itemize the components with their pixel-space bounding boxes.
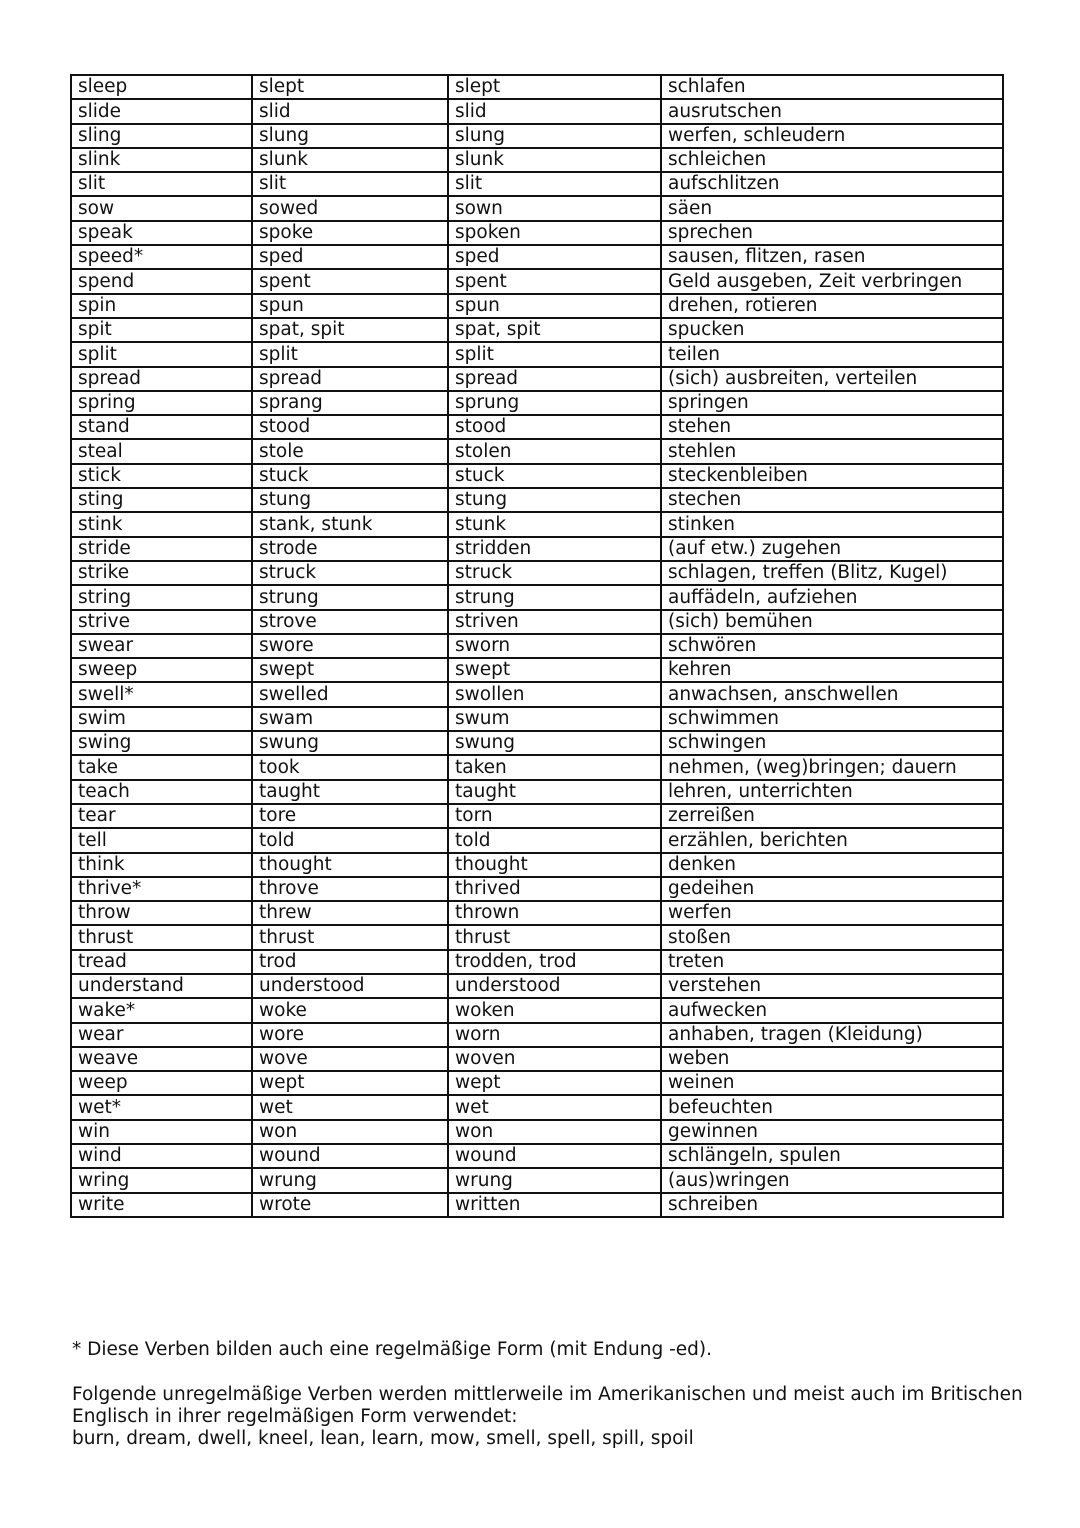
past-participle-cell: sworn [448, 634, 661, 658]
infinitive-cell: slink [71, 148, 252, 172]
simple-past-cell: understood [252, 974, 448, 998]
table-row [71, 1168, 1003, 1192]
infinitive-cell: speed* [71, 245, 252, 269]
simple-past-cell: spat, spit [252, 318, 448, 342]
german-meaning-cell: stinken [661, 512, 1003, 536]
infinitive-cell: weave [71, 1047, 252, 1071]
table-row [71, 974, 1003, 998]
german-meaning-cell: weben [661, 1047, 1003, 1071]
table-row [71, 634, 1003, 658]
german-meaning-cell: aufwecken [661, 998, 1003, 1022]
past-participle-cell: worn [448, 1023, 661, 1047]
table-row [71, 148, 1003, 172]
simple-past-cell: swelled [252, 682, 448, 706]
infinitive-cell: stick [71, 464, 252, 488]
simple-past-cell: told [252, 828, 448, 852]
german-meaning-cell: schlafen [661, 75, 1003, 99]
past-participle-cell: written [448, 1193, 661, 1217]
german-meaning-cell: werfen [661, 901, 1003, 925]
table-row [71, 269, 1003, 293]
simple-past-cell: tore [252, 804, 448, 828]
past-participle-cell: swung [448, 731, 661, 755]
table-row [71, 1193, 1003, 1217]
simple-past-cell: slept [252, 75, 448, 99]
simple-past-cell: throve [252, 877, 448, 901]
simple-past-cell: wove [252, 1047, 448, 1071]
past-participle-cell: slid [448, 99, 661, 123]
past-participle-cell: split [448, 342, 661, 366]
table-row [71, 75, 1003, 99]
infinitive-cell: wet* [71, 1095, 252, 1119]
past-participle-cell: spread [448, 367, 661, 391]
infinitive-cell: sling [71, 124, 252, 148]
simple-past-cell: slunk [252, 148, 448, 172]
infinitive-cell: spit [71, 318, 252, 342]
simple-past-cell: won [252, 1120, 448, 1144]
infinitive-cell: stride [71, 537, 252, 561]
infinitive-cell: strive [71, 610, 252, 634]
german-meaning-cell: treten [661, 950, 1003, 974]
infinitive-cell: strike [71, 561, 252, 585]
infinitive-cell: sting [71, 488, 252, 512]
infinitive-cell: spend [71, 269, 252, 293]
past-participle-cell: thrust [448, 925, 661, 949]
infinitive-cell: steal [71, 439, 252, 463]
infinitive-cell: sleep [71, 75, 252, 99]
german-meaning-cell: stehlen [661, 439, 1003, 463]
past-participle-cell: stridden [448, 537, 661, 561]
table-row [71, 755, 1003, 779]
simple-past-cell: strove [252, 610, 448, 634]
past-participle-cell: spat, spit [448, 318, 661, 342]
infinitive-cell: stand [71, 415, 252, 439]
german-meaning-cell: drehen, rotieren [661, 294, 1003, 318]
past-participle-cell: understood [448, 974, 661, 998]
simple-past-cell: wrote [252, 1193, 448, 1217]
simple-past-cell: wore [252, 1023, 448, 1047]
past-participle-cell: stood [448, 415, 661, 439]
simple-past-cell: spoke [252, 221, 448, 245]
past-participle-cell: stuck [448, 464, 661, 488]
simple-past-cell: trod [252, 950, 448, 974]
infinitive-cell: wear [71, 1023, 252, 1047]
table-row [71, 294, 1003, 318]
german-meaning-cell: teilen [661, 342, 1003, 366]
german-meaning-cell: denken [661, 853, 1003, 877]
infinitive-cell: swing [71, 731, 252, 755]
table-row [71, 1144, 1003, 1168]
past-participle-cell: striven [448, 610, 661, 634]
past-participle-cell: slung [448, 124, 661, 148]
past-participle-cell: woken [448, 998, 661, 1022]
table-row [71, 828, 1003, 852]
simple-past-cell: took [252, 755, 448, 779]
table-row [71, 998, 1003, 1022]
past-participle-cell: told [448, 828, 661, 852]
german-meaning-cell: schwimmen [661, 707, 1003, 731]
table-row [71, 877, 1003, 901]
simple-past-cell: stank, stunk [252, 512, 448, 536]
german-meaning-cell: erzählen, berichten [661, 828, 1003, 852]
german-meaning-cell: (aus)wringen [661, 1168, 1003, 1192]
simple-past-cell: wept [252, 1071, 448, 1095]
german-meaning-cell: aufschlitzen [661, 172, 1003, 196]
infinitive-cell: thrust [71, 925, 252, 949]
table-row [71, 221, 1003, 245]
table-row [71, 488, 1003, 512]
infinitive-cell: win [71, 1120, 252, 1144]
past-participle-cell: won [448, 1120, 661, 1144]
infinitive-cell: tear [71, 804, 252, 828]
table-row [71, 1095, 1003, 1119]
past-participle-cell: slit [448, 172, 661, 196]
simple-past-cell: strode [252, 537, 448, 561]
infinitive-cell: tell [71, 828, 252, 852]
infinitive-cell: slide [71, 99, 252, 123]
past-participle-cell: thrown [448, 901, 661, 925]
past-participle-cell: struck [448, 561, 661, 585]
simple-past-cell: strung [252, 585, 448, 609]
table-row [71, 439, 1003, 463]
irregular-verbs-table [70, 74, 1004, 1218]
german-meaning-cell: kehren [661, 658, 1003, 682]
german-meaning-cell: (sich) bemühen [661, 610, 1003, 634]
past-participle-cell: spoken [448, 221, 661, 245]
simple-past-cell: woke [252, 998, 448, 1022]
simple-past-cell: sprang [252, 391, 448, 415]
table-row [71, 853, 1003, 877]
german-meaning-cell: nehmen, (weg)bringen; dauern [661, 755, 1003, 779]
infinitive-cell: sow [71, 196, 252, 220]
table-row [71, 342, 1003, 366]
simple-past-cell: slid [252, 99, 448, 123]
footnote: * Diese Verben bilden auch eine regelmäßige Form (mit Endung -ed). [72, 1339, 712, 1360]
german-meaning-cell: lehren, unterrichten [661, 780, 1003, 804]
verb-rows [71, 75, 1003, 1217]
german-meaning-cell: anwachsen, anschwellen [661, 682, 1003, 706]
past-participle-cell: wrung [448, 1168, 661, 1192]
german-meaning-cell: anhaben, tragen (Kleidung) [661, 1023, 1003, 1047]
table-row [71, 245, 1003, 269]
table-row [71, 658, 1003, 682]
infinitive-cell: speak [71, 221, 252, 245]
simple-past-cell: split [252, 342, 448, 366]
infinitive-cell: wind [71, 1144, 252, 1168]
past-participle-cell: swept [448, 658, 661, 682]
table-row [71, 367, 1003, 391]
past-participle-cell: taken [448, 755, 661, 779]
table-row [71, 950, 1003, 974]
infinitive-cell: slit [71, 172, 252, 196]
table-row [71, 318, 1003, 342]
table-row [71, 561, 1003, 585]
table-row [71, 585, 1003, 609]
german-meaning-cell: stehen [661, 415, 1003, 439]
german-meaning-cell: sausen, flitzen, rasen [661, 245, 1003, 269]
german-meaning-cell: gedeihen [661, 877, 1003, 901]
table-row [71, 196, 1003, 220]
past-participle-cell: spun [448, 294, 661, 318]
past-participle-cell: slunk [448, 148, 661, 172]
german-meaning-cell: verstehen [661, 974, 1003, 998]
table-row [71, 804, 1003, 828]
table-row [71, 682, 1003, 706]
past-participle-cell: spent [448, 269, 661, 293]
simple-past-cell: stood [252, 415, 448, 439]
simple-past-cell: swung [252, 731, 448, 755]
german-meaning-cell: stoßen [661, 925, 1003, 949]
simple-past-cell: stole [252, 439, 448, 463]
simple-past-cell: wet [252, 1095, 448, 1119]
table-row [71, 512, 1003, 536]
past-participle-cell: wept [448, 1071, 661, 1095]
past-participle-cell: slept [448, 75, 661, 99]
simple-past-cell: spun [252, 294, 448, 318]
german-meaning-cell: schwingen [661, 731, 1003, 755]
infinitive-cell: stink [71, 512, 252, 536]
simple-past-cell: threw [252, 901, 448, 925]
simple-past-cell: spent [252, 269, 448, 293]
simple-past-cell: stuck [252, 464, 448, 488]
past-participle-cell: sped [448, 245, 661, 269]
infinitive-cell: string [71, 585, 252, 609]
infinitive-cell: swear [71, 634, 252, 658]
infinitive-cell: spring [71, 391, 252, 415]
german-meaning-cell: weinen [661, 1071, 1003, 1095]
simple-past-cell: wrung [252, 1168, 448, 1192]
table-row [71, 99, 1003, 123]
simple-past-cell: struck [252, 561, 448, 585]
past-participle-cell: sown [448, 196, 661, 220]
table-row [71, 610, 1003, 634]
german-meaning-cell: befeuchten [661, 1095, 1003, 1119]
infinitive-cell: swell* [71, 682, 252, 706]
german-meaning-cell: schreiben [661, 1193, 1003, 1217]
past-participle-cell: wet [448, 1095, 661, 1119]
table-row [71, 391, 1003, 415]
simple-past-cell: sped [252, 245, 448, 269]
past-participle-cell: trodden, trod [448, 950, 661, 974]
german-meaning-cell: schlagen, treffen (Blitz, Kugel) [661, 561, 1003, 585]
table-row [71, 780, 1003, 804]
german-meaning-cell: schleichen [661, 148, 1003, 172]
german-meaning-cell: steckenbleiben [661, 464, 1003, 488]
past-participle-cell: torn [448, 804, 661, 828]
german-meaning-cell: (auf etw.) zugehen [661, 537, 1003, 561]
infinitive-cell: swim [71, 707, 252, 731]
past-participle-cell: thrived [448, 877, 661, 901]
table-row [71, 464, 1003, 488]
infinitive-cell: wring [71, 1168, 252, 1192]
german-meaning-cell: schwören [661, 634, 1003, 658]
german-meaning-cell: werfen, schleudern [661, 124, 1003, 148]
past-participle-cell: sprung [448, 391, 661, 415]
infinitive-cell: throw [71, 901, 252, 925]
table-row [71, 731, 1003, 755]
table-row [71, 901, 1003, 925]
past-participle-cell: stung [448, 488, 661, 512]
past-participle-cell: swum [448, 707, 661, 731]
past-participle-cell: woven [448, 1047, 661, 1071]
german-meaning-cell: ausrutschen [661, 99, 1003, 123]
german-meaning-cell: spucken [661, 318, 1003, 342]
infinitive-cell: think [71, 853, 252, 877]
table-row [71, 1120, 1003, 1144]
german-meaning-cell: auffädeln, aufziehen [661, 585, 1003, 609]
german-meaning-cell: (sich) ausbreiten, verteilen [661, 367, 1003, 391]
simple-past-cell: sowed [252, 196, 448, 220]
simple-past-cell: swam [252, 707, 448, 731]
infinitive-cell: sweep [71, 658, 252, 682]
table-row [71, 537, 1003, 561]
infinitive-cell: thrive* [71, 877, 252, 901]
infinitive-cell: wake* [71, 998, 252, 1022]
german-meaning-cell: springen [661, 391, 1003, 415]
simple-past-cell: thrust [252, 925, 448, 949]
infinitive-cell: understand [71, 974, 252, 998]
simple-past-cell: slung [252, 124, 448, 148]
past-participle-cell: swollen [448, 682, 661, 706]
past-participle-cell: stolen [448, 439, 661, 463]
table-row [71, 1047, 1003, 1071]
simple-past-cell: slit [252, 172, 448, 196]
note-verbs: burn, dream, dwell, kneel, lean, learn, mow, smell, spell, spill, spoil [72, 1428, 694, 1449]
simple-past-cell: spread [252, 367, 448, 391]
note-text: Folgende unregelmäßige Verben werden mittlerweile im Amerikanischen und meist auch im Britischen Englisch in ihrer regelmäßigen Form verwendet: [72, 1384, 1023, 1427]
table-row [71, 172, 1003, 196]
table-row [71, 1071, 1003, 1095]
simple-past-cell: thought [252, 853, 448, 877]
table-row [71, 925, 1003, 949]
simple-past-cell: taught [252, 780, 448, 804]
simple-past-cell: swept [252, 658, 448, 682]
simple-past-cell: swore [252, 634, 448, 658]
infinitive-cell: tread [71, 950, 252, 974]
past-participle-cell: taught [448, 780, 661, 804]
table-row [71, 1023, 1003, 1047]
simple-past-cell: wound [252, 1144, 448, 1168]
infinitive-cell: spread [71, 367, 252, 391]
german-meaning-cell: Geld ausgeben, Zeit verbringen [661, 269, 1003, 293]
german-meaning-cell: säen [661, 196, 1003, 220]
past-participle-cell: stunk [448, 512, 661, 536]
past-participle-cell: wound [448, 1144, 661, 1168]
german-meaning-cell: schlängeln, spulen [661, 1144, 1003, 1168]
table-row [71, 124, 1003, 148]
table-row [71, 707, 1003, 731]
german-meaning-cell: gewinnen [661, 1120, 1003, 1144]
infinitive-cell: write [71, 1193, 252, 1217]
german-meaning-cell: sprechen [661, 221, 1003, 245]
infinitive-cell: spin [71, 294, 252, 318]
infinitive-cell: weep [71, 1071, 252, 1095]
german-meaning-cell: stechen [661, 488, 1003, 512]
infinitive-cell: teach [71, 780, 252, 804]
past-participle-cell: thought [448, 853, 661, 877]
table-row [71, 415, 1003, 439]
infinitive-cell: take [71, 755, 252, 779]
infinitive-cell: split [71, 342, 252, 366]
past-participle-cell: strung [448, 585, 661, 609]
german-meaning-cell: zerreißen [661, 804, 1003, 828]
note-block [72, 1384, 1032, 1450]
simple-past-cell: stung [252, 488, 448, 512]
